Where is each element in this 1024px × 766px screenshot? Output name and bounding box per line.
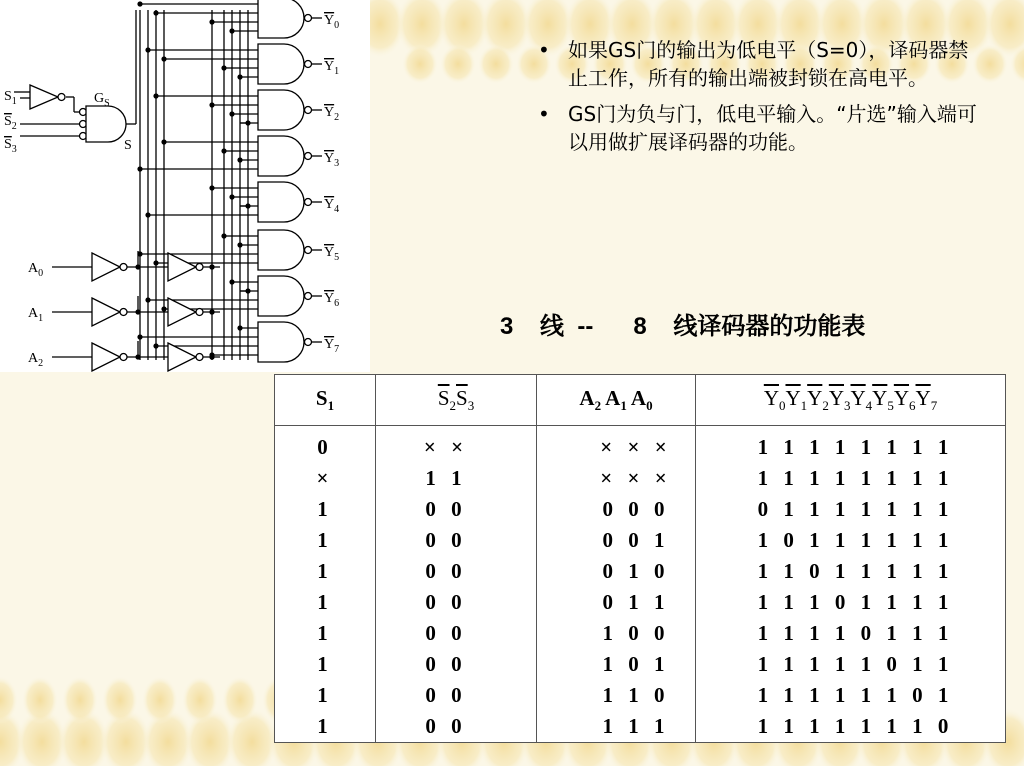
background-blob [102,676,138,724]
table-cell: 0 1 1 [537,587,696,618]
table-row [275,556,1006,587]
junction-dot [137,251,142,256]
inversion-bubble [196,264,203,271]
junction-dot [245,120,250,125]
output-nand-gate [258,136,304,176]
table-row [275,618,1006,649]
table-cell: 0 0 [376,711,537,743]
header-s1 [275,375,376,426]
caption-dash: -- [577,313,594,340]
table-cell: 0 0 [376,494,537,525]
caption-num-3: 3 [500,313,514,340]
junction-dot [209,264,214,269]
junction-dot [145,47,150,52]
table-cell: 0 0 1 [537,525,696,556]
table-cell: 1 1 1 1 1 1 0 1 [696,680,1006,711]
table-cell: 1 [275,680,376,711]
junction-dot [137,166,142,171]
background-blob [440,44,476,84]
table-cell: 1 [275,618,376,649]
header-s1-text: $S_1$ [315,385,335,414]
output-label-y1: $Y_1$ [324,59,340,77]
junction-dot [145,212,150,217]
gs-gate [86,106,126,142]
truth-table [274,374,1006,743]
junction-dot [209,309,214,314]
junction-dot [153,10,158,15]
table-cell: 1 1 [376,463,537,494]
table-cell: 1 0 1 [537,649,696,680]
junction-dot [237,157,242,162]
table-cell: 1 [275,494,376,525]
junction-dot [135,354,140,359]
junction-dot [229,279,234,284]
table-row [275,494,1006,525]
gate-output-label-s: S [124,138,132,153]
bullet-dot-icon: • [538,38,550,62]
table-cell: 1 1 1 1 0 1 1 1 [696,618,1006,649]
inversion-bubble [196,354,203,361]
header-s2s3-text: $\overline{S}_2\overline{S}_3$ [437,385,475,414]
output-nand-gate [258,276,304,316]
inversion-bubble [120,264,127,271]
table-cell: 1 1 1 1 1 1 1 1 [696,426,1006,464]
table-cell: 0 0 [376,587,537,618]
table-cell: 0 [275,426,376,464]
input-label-a1: $A_1$ [28,306,44,324]
inversion-bubble [196,309,203,316]
bullet-text: 如果GS门的输出为低电平（S=0），译码器禁止工作，所有的输出端被封锁在高电平。 [568,38,969,90]
junction-dot [209,185,214,190]
junction-dot [161,306,166,311]
junction-dot [145,297,150,302]
table-row [275,680,1006,711]
junction-dot [229,28,234,33]
table-cell: 0 0 [376,618,537,649]
table-row [275,463,1006,494]
input-label-s1: $S_1$ [4,89,17,107]
output-nand-gate [258,44,304,84]
output-label-y7: $Y_7$ [324,337,340,355]
inversion-bubble [305,199,312,206]
junction-dot [221,148,226,153]
output-nand-gate [258,322,304,362]
table-cell: 0 1 0 [537,556,696,587]
table-caption [500,306,865,341]
junction-dot [237,242,242,247]
table-cell: 1 [275,556,376,587]
header-outputs [696,375,1006,426]
table-body [275,426,1006,743]
junction-dot [135,264,140,269]
bullet-list [538,36,988,164]
junction-dot [209,102,214,107]
table-cell: 1 1 1 1 1 0 1 1 [696,649,1006,680]
junction-dot [153,93,158,98]
table-cell: 1 1 1 [537,711,696,743]
header-s2s3 [376,375,537,426]
junction-dot [229,194,234,199]
junction-dot [209,354,214,359]
table-cell: 1 [275,587,376,618]
output-label-y0: $Y_0$ [324,13,340,31]
table-row [275,426,1006,464]
background-blob [478,44,514,84]
junction-dot [153,260,158,265]
junction-dot [161,56,166,61]
header-address [537,375,696,426]
input-label-a2: $A_2$ [28,351,44,369]
input-label-s3: $S_3$ [4,137,17,155]
output-nand-gate [258,182,304,222]
inversion-bubble [305,247,312,254]
output-nand-gate [258,230,304,270]
table-cell: 1 [275,711,376,743]
table-cell: 1 1 1 0 1 1 1 1 [696,587,1006,618]
input-label-s2: $S_2$ [4,114,17,132]
table-cell: 1 1 0 [537,680,696,711]
junction-dot [237,74,242,79]
junction-dot [135,309,140,314]
table-cell: × × × [537,463,696,494]
junction-dot [153,343,158,348]
table-row [275,587,1006,618]
bullet-dot-icon: • [538,102,550,126]
background-blob [142,676,178,724]
table-cell: 1 0 1 1 1 1 1 1 [696,525,1006,556]
table-row [275,525,1006,556]
input-label-a0: $A_0$ [28,261,44,279]
output-label-y3: $Y_3$ [324,151,340,169]
junction-dot [137,1,142,6]
junction-dot [221,233,226,238]
caption-num-8: 8 [633,313,647,340]
caption-word-line: 线 [540,313,565,340]
junction-dot [221,65,226,70]
table-cell: 0 0 [376,525,537,556]
table-cell: 0 0 [376,556,537,587]
junction-dot [245,288,250,293]
table-header-row [275,375,1006,426]
junction-dot [209,19,214,24]
output-label-y2: $Y_2$ [324,105,340,123]
output-label-y4: $Y_4$ [324,197,340,215]
junction-dot [237,325,242,330]
table-cell: 0 0 0 [537,494,696,525]
bullet-text: GS门为负与门，低电平输入。“片选”输入端可以用做扩展译码器的功能。 [568,102,977,154]
background-blob [222,676,258,724]
header-outputs-text: $\overline{Y}_0\overline{Y}_1\overline{Y}_2\overline{Y}_3\overline{Y}_4\overline{Y}_5\overline{Y}_6\overline{Y}_7$ [763,385,938,414]
inversion-bubble [305,153,312,160]
background-blob [62,676,98,724]
output-nand-gate [258,90,304,130]
table-cell: × × × [537,426,696,464]
table-cell: 0 1 1 1 1 1 1 1 [696,494,1006,525]
inversion-bubble [120,354,127,361]
inversion-bubble [305,293,312,300]
decoder-circuit-diagram [0,0,370,372]
table-row [275,649,1006,680]
table-cell: 0 0 [376,680,537,711]
inversion-bubble [305,61,312,68]
bullet-item [538,100,988,156]
caption-title: 线译码器的功能表 [673,313,866,340]
inversion-bubble [305,107,312,114]
table-cell: 1 1 1 1 1 1 1 0 [696,711,1006,743]
table-cell: × [275,463,376,494]
output-label-y6: $Y_6$ [324,291,340,309]
inversion-bubble [305,15,312,22]
inversion-bubble [58,94,65,101]
output-label-y5: $Y_5$ [324,245,340,263]
junction-dot [137,334,142,339]
background-blob [402,44,438,84]
junction-dot [161,139,166,144]
table-cell: 1 1 1 1 1 1 1 1 [696,463,1006,494]
inversion-bubble [305,339,312,346]
junction-dot [245,203,250,208]
table-cell: 1 [275,649,376,680]
output-nand-gate [258,0,304,38]
header-address-text: $A_2$ $A_1$ $A_0$ [579,385,653,414]
table-cell: 1 0 0 [537,618,696,649]
table-cell: 0 0 [376,649,537,680]
background-blob [182,676,218,724]
background-blob [22,676,58,724]
table-cell: 1 [275,525,376,556]
bullet-item [538,36,988,92]
junction-dot [229,111,234,116]
table-cell: 1 1 0 1 1 1 1 1 [696,556,1006,587]
table-cell: × × [376,426,537,464]
table-row [275,711,1006,743]
gate-label-gs: $G_S$ [94,91,110,109]
inversion-bubble [120,309,127,316]
